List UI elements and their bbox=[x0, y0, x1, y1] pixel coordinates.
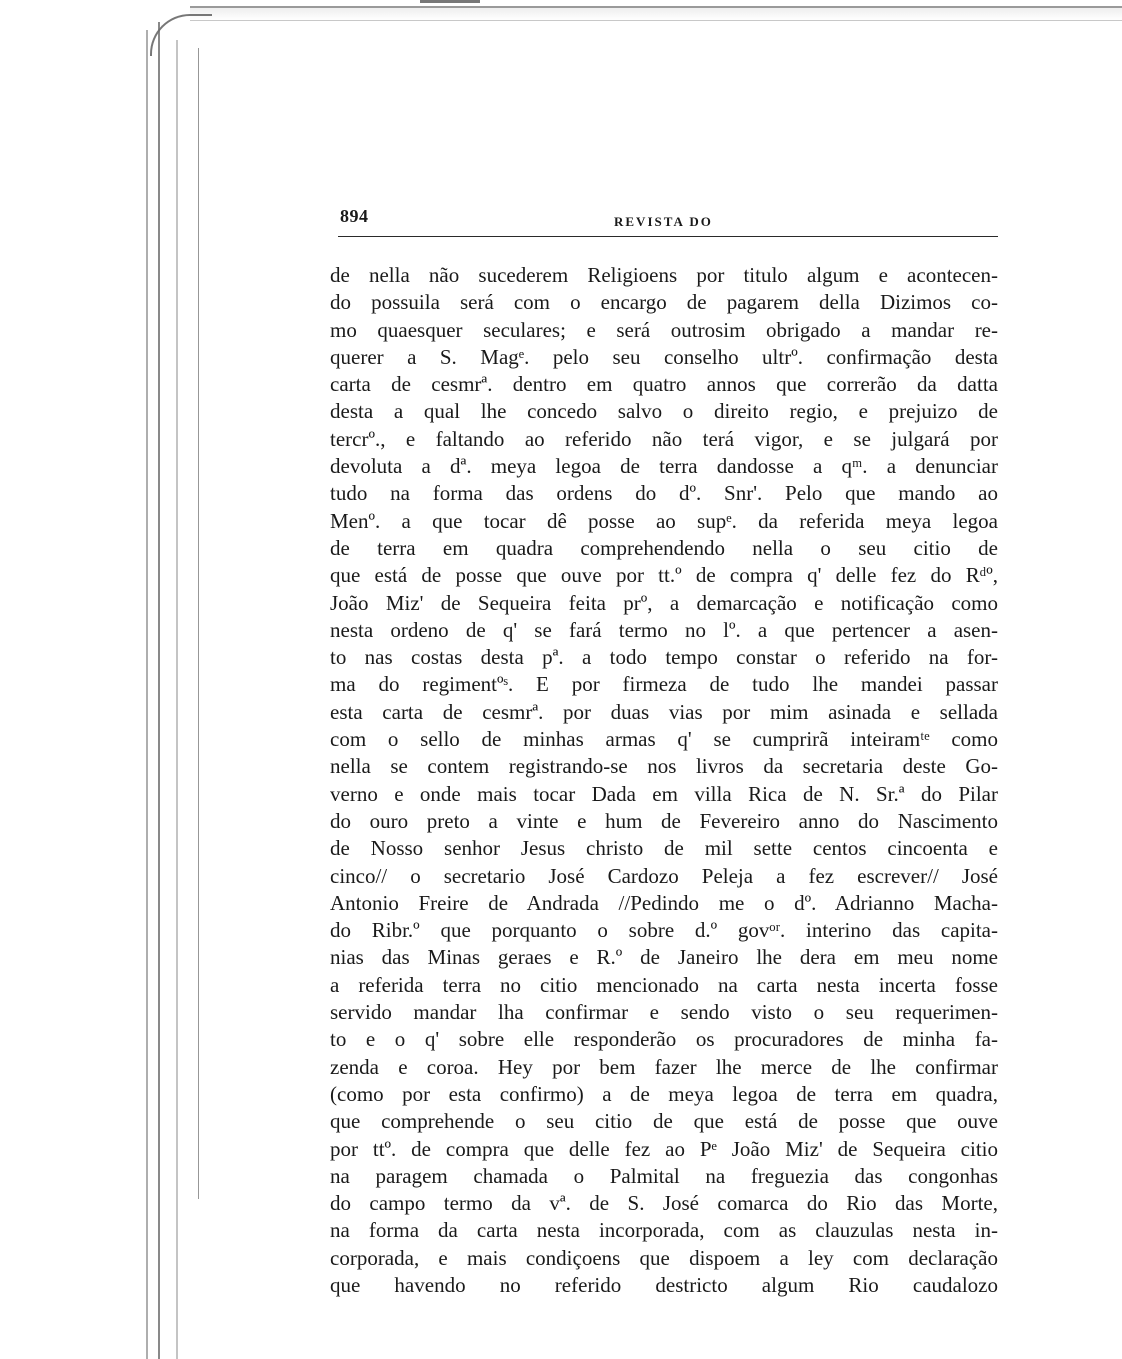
scan-mark bbox=[420, 0, 480, 3]
text-line: João Miz' de Sequeira feita prº, a demarcação e notificação como bbox=[330, 590, 998, 615]
text-line: (como por esta confirmo) a de meya legoa de terra em quadra, bbox=[330, 1081, 998, 1106]
text-line: nias das Minas geraes e R.º de Janeiro lhe dera em meu nome bbox=[330, 945, 998, 970]
text-line: carta de cesmrª. dentro em quatro annos que correrão da datta bbox=[330, 372, 998, 397]
scanned-page-edge bbox=[190, 6, 1122, 21]
text-line: de terra em quadra comprehendendo nella o seu citio de bbox=[330, 535, 998, 560]
text-line: na forma da carta nesta incorporada, com as clauzulas nesta in- bbox=[330, 1218, 998, 1243]
text-line: Menº. a que tocar dê posse ao supᵉ. da referida meya legoa bbox=[330, 508, 998, 533]
text-line: corporada, e mais condiçoens que dispoem a ley com declaração bbox=[330, 1245, 998, 1270]
binding-edge-line bbox=[146, 30, 148, 1359]
binding-edge-line bbox=[176, 40, 178, 1359]
binding-edge-line bbox=[158, 22, 160, 1359]
text-line: nesta ordeno de q' se fará termo no lº. a que pertencer a asen- bbox=[330, 617, 998, 642]
text-line: esta carta de cesmrª. por duas vias por mim asinada e sellada bbox=[330, 699, 998, 724]
text-line: ma do regimentºˢ. E por firmeza de tudo lhe mandei passar bbox=[330, 672, 998, 697]
text-line: to nas costas desta pª. a todo tempo constar o referido na for- bbox=[330, 645, 998, 670]
page-number: 894 bbox=[340, 206, 369, 226]
running-head bbox=[338, 200, 998, 246]
text-line: Antonio Freire de Andrada //Pedindo me o dº. Adrianno Macha- bbox=[330, 890, 998, 915]
text-line: que comprehende o seu citio de que está de posse que ouve bbox=[330, 1109, 998, 1134]
text-line: de nella não sucederem Religioens por titulo algum e acontecen- bbox=[330, 263, 998, 287]
text-line: mo quaesquer seculares; e será outrosim obrigado a mandar re- bbox=[330, 317, 998, 342]
text-line: verno e onde mais tocar Dada em villa Rica de N. Sr.ª do Pilar bbox=[330, 781, 998, 806]
header-rule bbox=[338, 236, 998, 237]
text-line: tudo na forma das ordens do dº. Snr'. Pelo que mando ao bbox=[330, 481, 998, 506]
header-title: REVISTA DO bbox=[614, 214, 713, 229]
text-line: do campo termo da vª. de S. José comarca do Rio das Morte, bbox=[330, 1191, 998, 1216]
text-line: de Nosso senhor Jesus christo de mil sette centos cincoenta e bbox=[330, 836, 998, 861]
text-line: por ttº. de compra que delle fez ao Pᵉ João Miz' de Sequeira citio bbox=[330, 1136, 998, 1161]
text-line: nella se contem registrando-se nos livros da secretaria deste Go- bbox=[330, 754, 998, 779]
text-line: do ouro preto a vinte e hum de Fevereiro anno do Nascimento bbox=[330, 808, 998, 833]
text-line: com o sello de minhas armas q' se cumprirã inteiramᵗᵉ como bbox=[330, 727, 998, 752]
text-line: desta a qual lhe concedo salvo o direito regio, e prejuizo de bbox=[330, 399, 998, 424]
text-line: que está de posse que ouve por tt.º de compra q' delle fez do Rᵈº, bbox=[330, 563, 998, 588]
text-line: servido mandar lha confirmar e sendo visto o seu requerimen- bbox=[330, 1000, 998, 1025]
text-line: zenda e coroa. Hey por bem fazer lhe merce de lhe confirmar bbox=[330, 1054, 998, 1079]
text-line: devoluta a dª. meya legoa de terra dandosse a qᵐ. a denunciar bbox=[330, 454, 998, 479]
text-line: to e o q' sobre elle responderão os procuradores de minha fa- bbox=[330, 1027, 998, 1052]
text-line: a referida terra no citio mencionado na carta nesta incerta fosse bbox=[330, 972, 998, 997]
binding-edge-line bbox=[198, 48, 199, 1199]
text-line: querer a S. Magᵉ. pelo seu conselho ultrº. confirmação desta bbox=[330, 344, 998, 369]
text-line: tercrº., e faltando ao referido não terá vigor, e se julgará por bbox=[330, 426, 998, 451]
text-line: que havendo no referido destricto algum Rio caudalozo bbox=[330, 1272, 998, 1297]
text-line: na paragem chamada o Palmital na freguezia das congonhas bbox=[330, 1163, 998, 1188]
text-line: do Ribr.º que porquanto o sobre d.º govᵒʳ. interino das capita- bbox=[330, 918, 998, 943]
text-line: cinco// o secretario José Cardozo Peleja a fez escrever// José bbox=[330, 863, 998, 888]
text-line: do possuila será com o encargo de pagarem della Dizimos co- bbox=[330, 290, 998, 315]
body-text bbox=[330, 262, 998, 1299]
